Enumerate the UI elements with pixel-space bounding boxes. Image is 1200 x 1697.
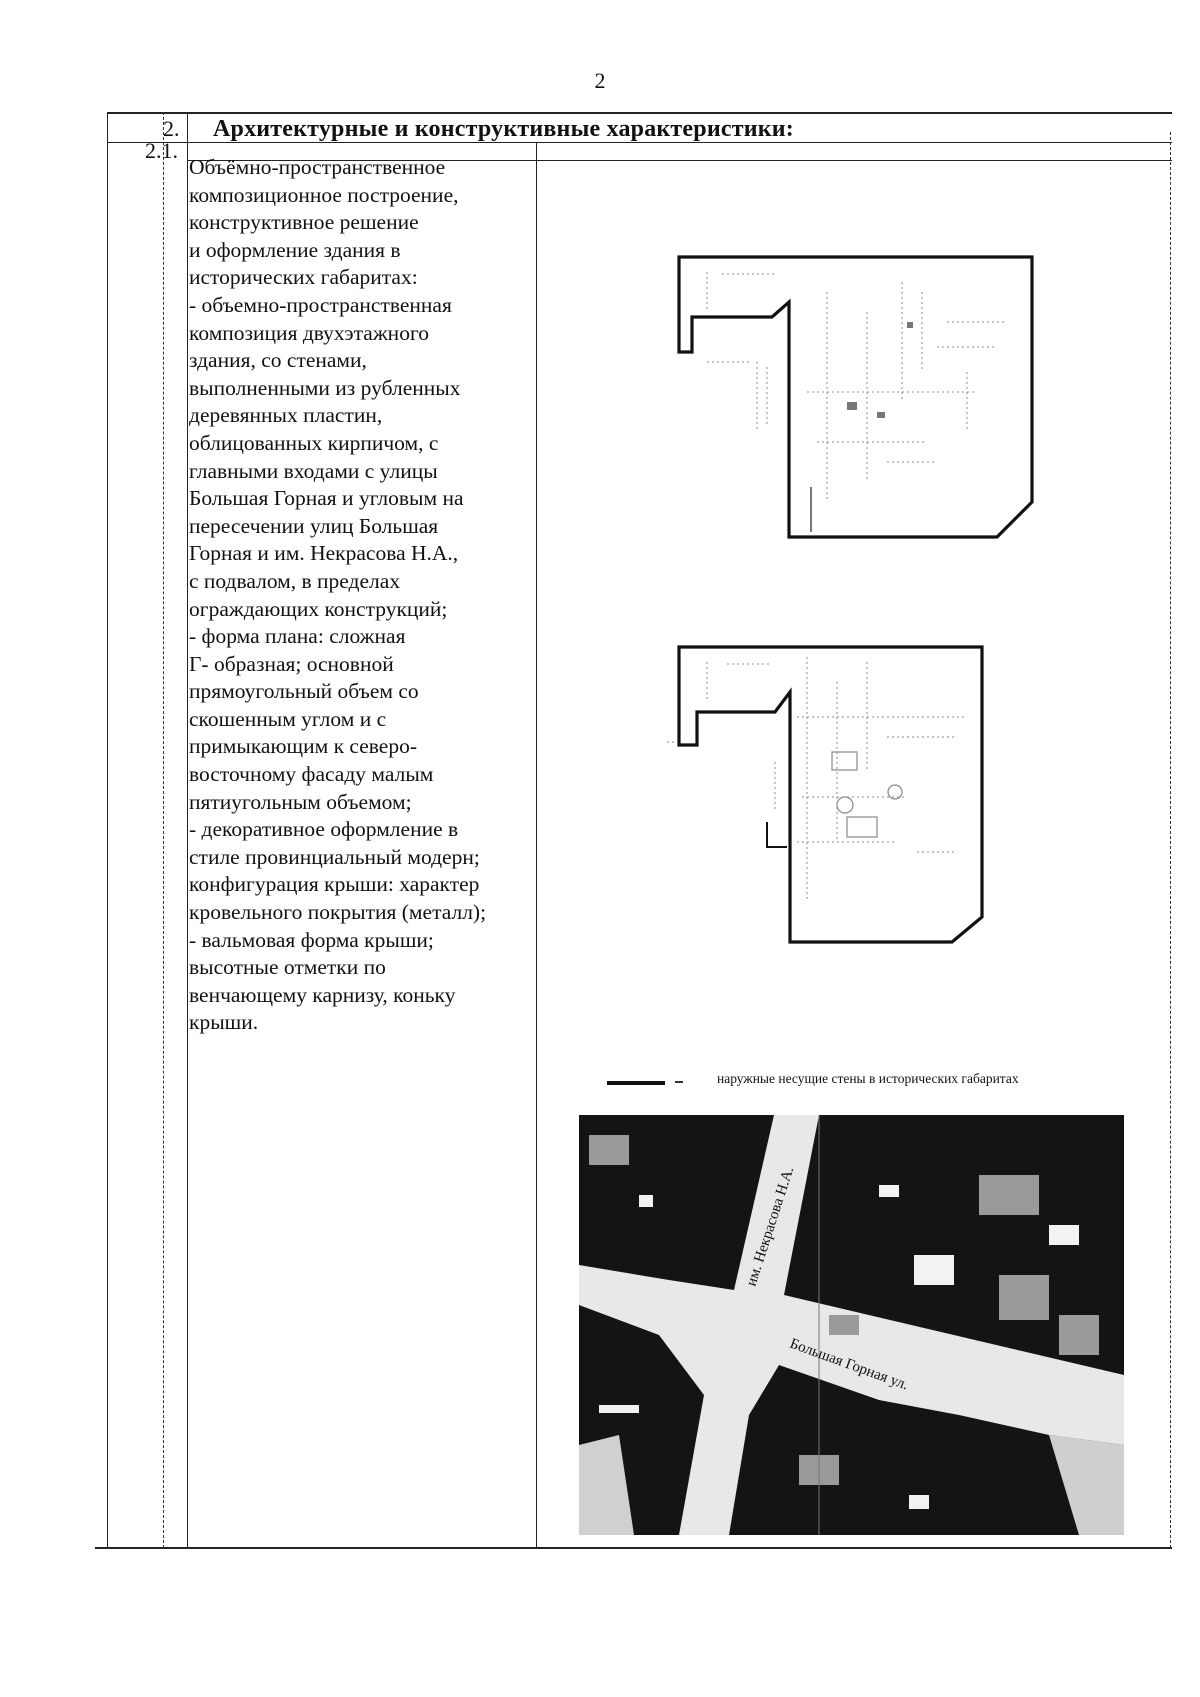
description-line: высотные отметки по: [189, 955, 386, 980]
description-line: с подвалом, в пределах: [189, 568, 401, 593]
left-border: [107, 112, 108, 1548]
description-line: пятиугольным объемом;: [189, 789, 412, 814]
description-line: венчающему карнизу, коньку: [189, 982, 456, 1007]
description-line: крыши.: [189, 1010, 259, 1035]
description-line: исторических габаритах:: [189, 265, 418, 290]
description-line: выполненными из рубленных: [189, 375, 461, 400]
description-line: скошенным углом и с: [189, 706, 387, 731]
description-line: здания, со стенами,: [189, 348, 367, 373]
legend-wall-line-icon: [607, 1081, 665, 1085]
number-column-divider: [163, 112, 164, 1548]
description-line: - вальмовая форма крыши;: [189, 927, 434, 952]
characteristics-table: [107, 112, 1174, 1549]
street-label-nekrasova: им. Некрасова Н.А.: [743, 1164, 798, 1289]
description-line: деревянных пластин,: [189, 403, 383, 428]
legend-text: наружные несущие стены в исторических габаритах: [717, 1071, 1019, 1086]
description-line: и оформление здания в: [189, 237, 401, 262]
description-line: Горная и им. Некрасова Н.А.,: [189, 541, 459, 566]
table-top-border: [107, 112, 1172, 114]
street-label-bolshaya-gornaya: Большая Горная ул.: [787, 1335, 911, 1394]
table-bottom-border: [95, 1547, 1172, 1549]
description-line: стиле провинциальный модерн;: [189, 844, 480, 869]
description-line: пересечении улиц Большая: [189, 513, 439, 538]
image-column-divider: [536, 143, 537, 1548]
description-line: ограждающих конструкций;: [189, 596, 448, 621]
description-line: восточному фасаду малым: [189, 762, 434, 787]
description-line: - форма плана: сложная: [189, 624, 406, 649]
description-line: композиция двухэтажного: [189, 320, 429, 345]
description-line: конфигурация крыши: характер: [189, 872, 480, 897]
item-description: [189, 154, 519, 1037]
description-line: композиционное построение,: [189, 182, 459, 207]
legend-dash-icon: [675, 1081, 683, 1083]
description-line: Большая Горная и угловым на: [189, 486, 464, 511]
description-line: конструктивное решение: [189, 210, 419, 235]
description-line: - декоративное оформление в: [189, 817, 459, 842]
description-line: прямоугольный объем со: [189, 679, 419, 704]
description-line: главными входами с улицы: [189, 458, 438, 483]
description-line: примыкающим к северо-: [189, 734, 417, 759]
section-title: Архитектурные и конструктивные характеристики:: [213, 116, 794, 142]
page-number: 2: [594, 68, 606, 93]
aerial-photo: [579, 1115, 1124, 1535]
description-line: Объёмно-пространственное: [189, 155, 446, 179]
section-number: 2.: [163, 116, 180, 141]
floor-plan-ground: [627, 642, 987, 972]
description-line: - объемно-пространственная: [189, 292, 452, 317]
plan-legend: [607, 1070, 1167, 1094]
right-border: [1170, 132, 1171, 1548]
description-line: облицованных кирпичом, с: [189, 430, 439, 455]
description-line: Г- образная; основной: [189, 651, 394, 676]
item-number: 2.1.: [145, 138, 178, 163]
floor-plan-basement: [677, 252, 1037, 672]
description-line: кровельного покрытия (металл);: [189, 900, 487, 925]
